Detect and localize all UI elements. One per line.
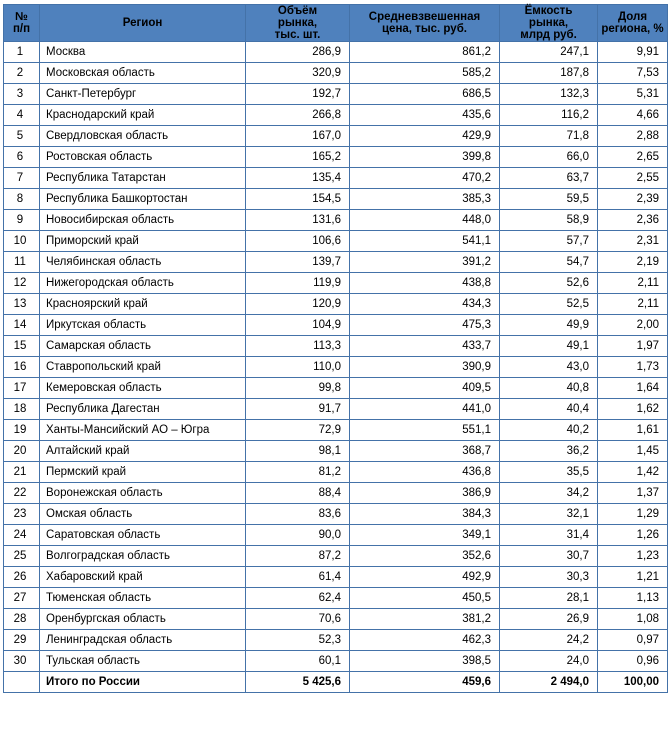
cell-volume: 113,3 (246, 336, 350, 357)
cell-price: 436,8 (350, 462, 500, 483)
column-header-number-line2: п/п (12, 23, 31, 36)
cell-price: 551,1 (350, 420, 500, 441)
table-row (4, 630, 668, 651)
table-row (4, 420, 668, 441)
column-header-volume-line2: рынка, (277, 17, 318, 30)
table-row (4, 126, 668, 147)
table-row (4, 84, 668, 105)
cell-number: 2 (4, 63, 40, 84)
table-row (4, 42, 668, 63)
cell-volume: 119,9 (246, 273, 350, 294)
cell-price: 462,3 (350, 630, 500, 651)
cell-region: Кемеровская область (40, 378, 246, 399)
table-row (4, 252, 668, 273)
cell-region: Тульская область (40, 651, 246, 672)
cell-number: 23 (4, 504, 40, 525)
cell-number: 19 (4, 420, 40, 441)
column-header-capacity-line1: Ёмкость (524, 5, 573, 17)
cell-volume: 320,9 (246, 63, 350, 84)
table-row (4, 441, 668, 462)
cell-number: 6 (4, 147, 40, 168)
cell-region: Республика Дагестан (40, 399, 246, 420)
cell-region: Московская область (40, 63, 246, 84)
cell-volume: 106,6 (246, 231, 350, 252)
cell-price: 475,3 (350, 315, 500, 336)
cell-capacity: 40,4 (500, 399, 598, 420)
cell-share: 2,00 (598, 315, 668, 336)
cell-volume: 62,4 (246, 588, 350, 609)
table-row (4, 546, 668, 567)
cell-price: 399,8 (350, 147, 500, 168)
cell-number: 5 (4, 126, 40, 147)
cell-share: 1,13 (598, 588, 668, 609)
table-row (4, 63, 668, 84)
cell-share: 2,55 (598, 168, 668, 189)
cell-region: Приморский край (40, 231, 246, 252)
column-header-number (4, 5, 40, 42)
table-row (4, 336, 668, 357)
cell-share: 1,61 (598, 420, 668, 441)
total-price: 459,6 (350, 672, 500, 693)
cell-price: 349,1 (350, 525, 500, 546)
cell-volume: 60,1 (246, 651, 350, 672)
table-row (4, 483, 668, 504)
cell-share: 2,31 (598, 231, 668, 252)
cell-number: 28 (4, 609, 40, 630)
column-header-volume (246, 5, 350, 42)
cell-capacity: 66,0 (500, 147, 598, 168)
cell-region: Ростовская область (40, 147, 246, 168)
cell-capacity: 43,0 (500, 357, 598, 378)
cell-capacity: 49,1 (500, 336, 598, 357)
cell-price: 492,9 (350, 567, 500, 588)
cell-price: 368,7 (350, 441, 500, 462)
cell-share: 1,64 (598, 378, 668, 399)
column-header-capacity-line3: млрд руб. (520, 29, 577, 42)
cell-price: 381,2 (350, 609, 500, 630)
cell-number: 15 (4, 336, 40, 357)
cell-capacity: 57,7 (500, 231, 598, 252)
cell-price: 450,5 (350, 588, 500, 609)
table-row (4, 273, 668, 294)
cell-number: 9 (4, 210, 40, 231)
total-volume: 5 425,6 (246, 672, 350, 693)
cell-share: 2,39 (598, 189, 668, 210)
cell-volume: 72,9 (246, 420, 350, 441)
cell-capacity: 132,3 (500, 84, 598, 105)
cell-number: 7 (4, 168, 40, 189)
cell-region: Омская область (40, 504, 246, 525)
cell-region: Ханты-Мансийский АО – Югра (40, 420, 246, 441)
cell-price: 441,0 (350, 399, 500, 420)
cell-region: Алтайский край (40, 441, 246, 462)
cell-share: 0,96 (598, 651, 668, 672)
cell-capacity: 30,7 (500, 546, 598, 567)
cell-capacity: 247,1 (500, 42, 598, 63)
cell-volume: 266,8 (246, 105, 350, 126)
regional-market-table (3, 4, 668, 693)
cell-region: Оренбургская область (40, 609, 246, 630)
cell-volume: 87,2 (246, 546, 350, 567)
cell-volume: 139,7 (246, 252, 350, 273)
cell-capacity: 49,9 (500, 315, 598, 336)
cell-price: 390,9 (350, 357, 500, 378)
cell-capacity: 26,9 (500, 609, 598, 630)
cell-number: 4 (4, 105, 40, 126)
column-header-share (598, 5, 668, 42)
cell-volume: 81,2 (246, 462, 350, 483)
cell-price: 861,2 (350, 42, 500, 63)
cell-share: 2,11 (598, 273, 668, 294)
cell-volume: 83,6 (246, 504, 350, 525)
cell-share: 1,97 (598, 336, 668, 357)
table-row (4, 210, 668, 231)
cell-region: Ставропольский край (40, 357, 246, 378)
table-row (4, 168, 668, 189)
cell-volume: 70,6 (246, 609, 350, 630)
cell-share: 4,66 (598, 105, 668, 126)
cell-capacity: 36,2 (500, 441, 598, 462)
cell-number: 18 (4, 399, 40, 420)
cell-share: 1,62 (598, 399, 668, 420)
table-row (4, 609, 668, 630)
cell-region: Новосибирская область (40, 210, 246, 231)
cell-number: 13 (4, 294, 40, 315)
cell-price: 398,5 (350, 651, 500, 672)
cell-volume: 99,8 (246, 378, 350, 399)
cell-region: Воронежская область (40, 483, 246, 504)
table-row (4, 189, 668, 210)
cell-region: Республика Татарстан (40, 168, 246, 189)
cell-volume: 91,7 (246, 399, 350, 420)
table-row (4, 525, 668, 546)
table-row (4, 357, 668, 378)
column-header-share-line1: Доля (617, 11, 648, 24)
cell-share: 1,26 (598, 525, 668, 546)
cell-price: 384,3 (350, 504, 500, 525)
cell-price: 433,7 (350, 336, 500, 357)
column-header-number-line1: № (15, 11, 28, 24)
cell-share: 2,88 (598, 126, 668, 147)
column-header-capacity-line2: рынка, (528, 17, 569, 30)
cell-capacity: 63,7 (500, 168, 598, 189)
cell-price: 429,9 (350, 126, 500, 147)
cell-price: 448,0 (350, 210, 500, 231)
table-row (4, 651, 668, 672)
cell-price: 686,5 (350, 84, 500, 105)
cell-volume: 98,1 (246, 441, 350, 462)
cell-number: 1 (4, 42, 40, 63)
cell-number: 8 (4, 189, 40, 210)
cell-volume: 192,7 (246, 84, 350, 105)
cell-region: Хабаровский край (40, 567, 246, 588)
cell-region: Москва (40, 42, 246, 63)
cell-volume: 104,9 (246, 315, 350, 336)
cell-region: Краснодарский край (40, 105, 246, 126)
cell-share: 2,65 (598, 147, 668, 168)
cell-region: Республика Башкортостан (40, 189, 246, 210)
cell-capacity: 116,2 (500, 105, 598, 126)
cell-region: Ленинградская область (40, 630, 246, 651)
cell-number: 25 (4, 546, 40, 567)
cell-number: 21 (4, 462, 40, 483)
cell-number: 26 (4, 567, 40, 588)
cell-share: 2,36 (598, 210, 668, 231)
cell-capacity: 40,8 (500, 378, 598, 399)
cell-number: 24 (4, 525, 40, 546)
cell-price: 391,2 (350, 252, 500, 273)
cell-price: 585,2 (350, 63, 500, 84)
cell-share: 1,21 (598, 567, 668, 588)
cell-share: 0,97 (598, 630, 668, 651)
table-footer (4, 672, 668, 693)
column-header-price-line2: цена, тыс. руб. (381, 23, 467, 36)
cell-capacity: 40,2 (500, 420, 598, 441)
cell-share: 1,45 (598, 441, 668, 462)
cell-price: 386,9 (350, 483, 500, 504)
table-row (4, 567, 668, 588)
table-header (4, 5, 668, 42)
cell-number: 22 (4, 483, 40, 504)
cell-capacity: 59,5 (500, 189, 598, 210)
column-header-price-line1: Средневзвешенная (368, 11, 481, 24)
cell-capacity: 24,2 (500, 630, 598, 651)
cell-share: 7,53 (598, 63, 668, 84)
cell-volume: 52,3 (246, 630, 350, 651)
cell-capacity: 35,5 (500, 462, 598, 483)
cell-volume: 154,5 (246, 189, 350, 210)
total-capacity: 2 494,0 (500, 672, 598, 693)
table-body (4, 42, 668, 672)
total-row (4, 672, 668, 693)
cell-number: 30 (4, 651, 40, 672)
cell-volume: 165,2 (246, 147, 350, 168)
cell-share: 1,23 (598, 546, 668, 567)
cell-capacity: 71,8 (500, 126, 598, 147)
table-row (4, 378, 668, 399)
cell-volume: 135,4 (246, 168, 350, 189)
cell-number: 3 (4, 84, 40, 105)
column-header-volume-line1: Объём (277, 5, 318, 17)
column-header-share-line2: региона, % (601, 23, 664, 36)
table-row (4, 504, 668, 525)
cell-number: 16 (4, 357, 40, 378)
cell-volume: 90,0 (246, 525, 350, 546)
column-header-volume-line3: тыс. шт. (274, 29, 321, 42)
cell-region: Тюменская область (40, 588, 246, 609)
cell-number: 27 (4, 588, 40, 609)
column-header-capacity (500, 5, 598, 42)
cell-price: 435,6 (350, 105, 500, 126)
cell-capacity: 187,8 (500, 63, 598, 84)
cell-number: 14 (4, 315, 40, 336)
cell-number: 12 (4, 273, 40, 294)
cell-capacity: 32,1 (500, 504, 598, 525)
table-row (4, 105, 668, 126)
total-label: Итого по России (40, 672, 246, 693)
table-row (4, 399, 668, 420)
cell-volume: 167,0 (246, 126, 350, 147)
cell-price: 470,2 (350, 168, 500, 189)
cell-volume: 88,4 (246, 483, 350, 504)
cell-volume: 120,9 (246, 294, 350, 315)
cell-capacity: 52,6 (500, 273, 598, 294)
cell-share: 1,29 (598, 504, 668, 525)
cell-capacity: 34,2 (500, 483, 598, 504)
cell-share: 1,37 (598, 483, 668, 504)
cell-share: 2,19 (598, 252, 668, 273)
cell-capacity: 54,7 (500, 252, 598, 273)
cell-capacity: 28,1 (500, 588, 598, 609)
cell-region: Саратовская область (40, 525, 246, 546)
cell-volume: 110,0 (246, 357, 350, 378)
cell-volume: 286,9 (246, 42, 350, 63)
cell-price: 385,3 (350, 189, 500, 210)
cell-region: Свердловская область (40, 126, 246, 147)
cell-region: Нижегородская область (40, 273, 246, 294)
table-row (4, 294, 668, 315)
column-header-price (350, 5, 500, 42)
cell-number: 20 (4, 441, 40, 462)
cell-volume: 131,6 (246, 210, 350, 231)
cell-share: 5,31 (598, 84, 668, 105)
cell-price: 352,6 (350, 546, 500, 567)
header-row (4, 5, 668, 42)
cell-capacity: 30,3 (500, 567, 598, 588)
table-row (4, 315, 668, 336)
cell-region: Пермский край (40, 462, 246, 483)
table-row (4, 588, 668, 609)
cell-region: Волгоградская область (40, 546, 246, 567)
cell-number: 11 (4, 252, 40, 273)
cell-number: 17 (4, 378, 40, 399)
column-header-region: Регион (40, 5, 246, 42)
cell-number: 10 (4, 231, 40, 252)
cell-price: 409,5 (350, 378, 500, 399)
cell-region: Челябинская область (40, 252, 246, 273)
cell-number: 29 (4, 630, 40, 651)
cell-price: 438,8 (350, 273, 500, 294)
table-row (4, 231, 668, 252)
cell-capacity: 31,4 (500, 525, 598, 546)
cell-capacity: 52,5 (500, 294, 598, 315)
cell-capacity: 58,9 (500, 210, 598, 231)
cell-share: 9,91 (598, 42, 668, 63)
total-empty-cell (4, 672, 40, 693)
cell-region: Иркутская область (40, 315, 246, 336)
total-share: 100,00 (598, 672, 668, 693)
cell-price: 541,1 (350, 231, 500, 252)
cell-volume: 61,4 (246, 567, 350, 588)
cell-share: 1,42 (598, 462, 668, 483)
cell-region: Красноярский край (40, 294, 246, 315)
table-row (4, 462, 668, 483)
cell-share: 1,08 (598, 609, 668, 630)
cell-share: 1,73 (598, 357, 668, 378)
cell-share: 2,11 (598, 294, 668, 315)
cell-price: 434,3 (350, 294, 500, 315)
cell-capacity: 24,0 (500, 651, 598, 672)
table-row (4, 147, 668, 168)
cell-region: Самарская область (40, 336, 246, 357)
cell-region: Санкт-Петербург (40, 84, 246, 105)
